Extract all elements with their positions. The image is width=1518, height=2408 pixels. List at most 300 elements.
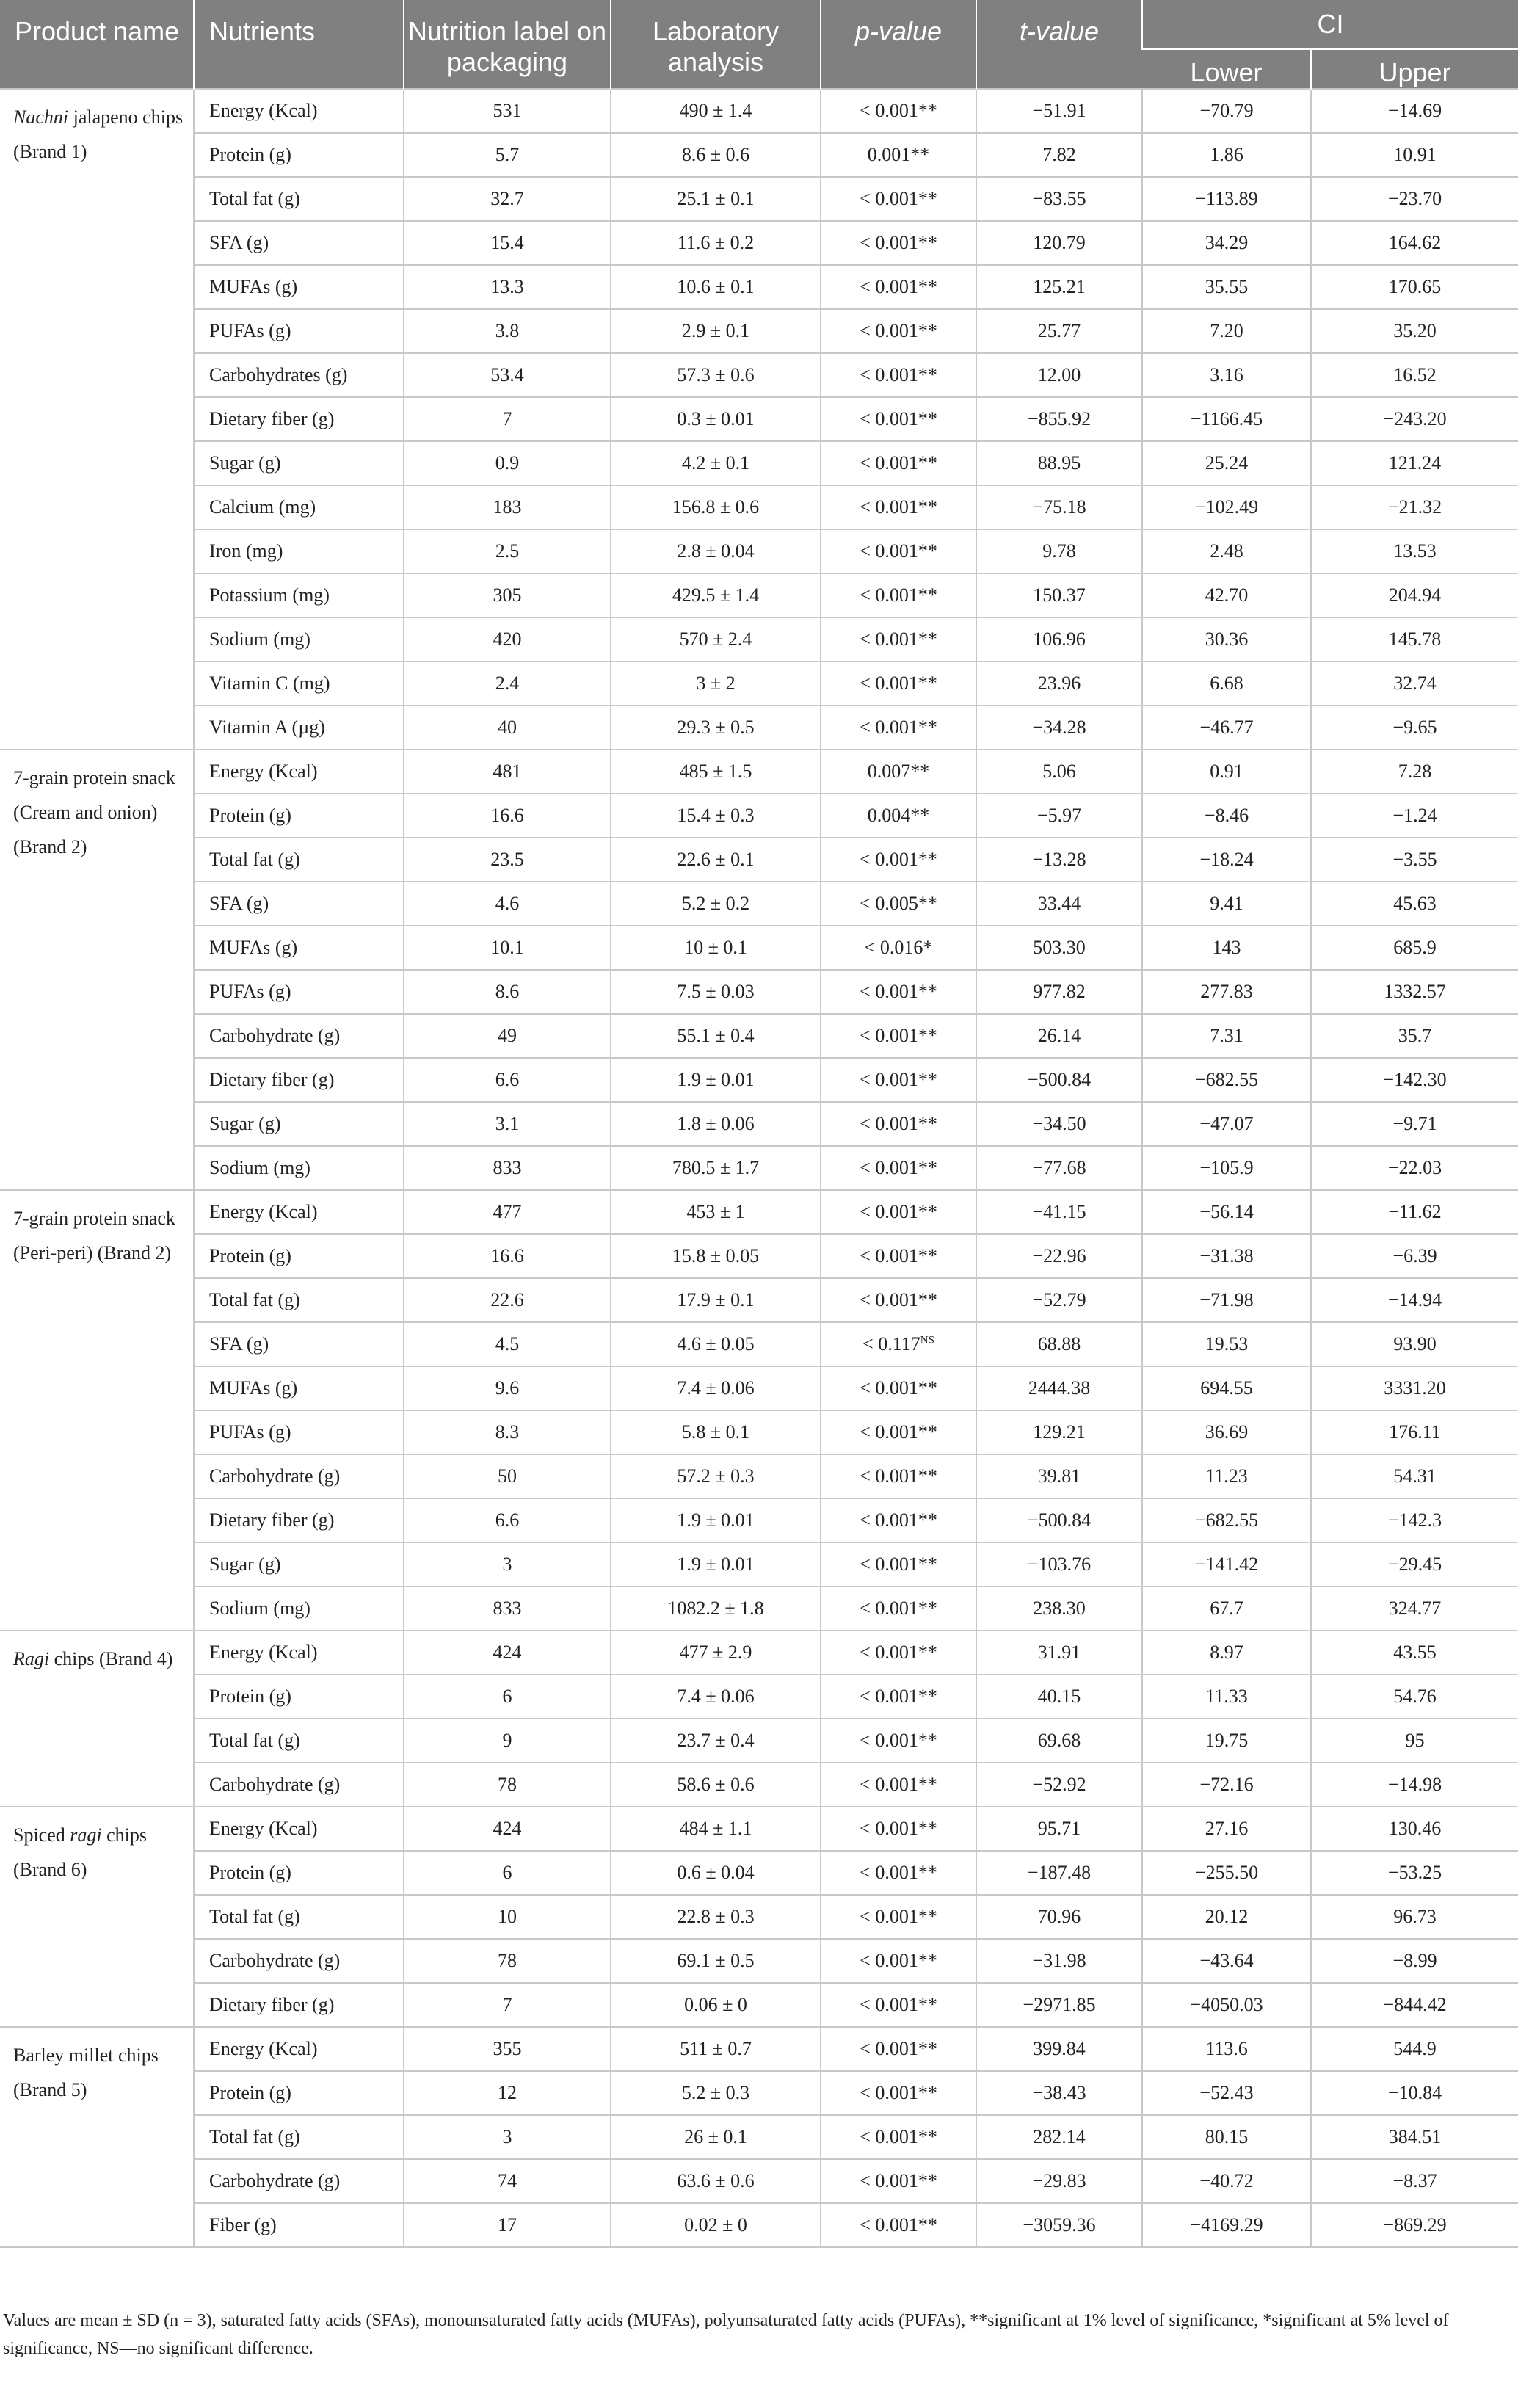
p-value-cell-text: < 0.001** <box>860 100 937 121</box>
t-value-cell <box>976 794 1142 838</box>
t-value-cell-text: 39.81 <box>1037 1465 1081 1487</box>
p-value-cell-text: < 0.001** <box>860 1289 937 1310</box>
label-value-cell-text: 3.8 <box>495 320 520 341</box>
header-laboratory-analysis: Laboratory analysis <box>611 0 821 89</box>
t-value-cell <box>976 1410 1142 1454</box>
table-body <box>0 89 1518 2247</box>
ci-lower-cell <box>1142 221 1311 265</box>
ci-lower-cell <box>1142 1102 1311 1146</box>
ci-lower-cell <box>1142 1454 1311 1498</box>
nutrient-cell <box>194 529 404 573</box>
p-value-cell-text: < 0.001** <box>860 232 937 253</box>
ci-lower-cell <box>1142 1586 1311 1631</box>
lab-value-cell-text: 1.9 ± 0.01 <box>677 1553 755 1575</box>
nutrient-cell <box>194 1983 404 2027</box>
lab-value-cell-text: 11.6 ± 0.2 <box>677 232 755 253</box>
ci-upper-cell-text: −844.42 <box>1383 1994 1447 2015</box>
table-row <box>0 970 1518 1014</box>
table-row <box>0 1498 1518 1542</box>
label-value-cell <box>404 1322 611 1366</box>
label-value-cell <box>404 1586 611 1631</box>
table-row <box>0 573 1518 617</box>
lab-value-cell-text: 4.6 ± 0.05 <box>677 1333 755 1354</box>
t-value-cell-text: 68.88 <box>1037 1333 1081 1354</box>
nutrient-cell-text: Energy (Kcal) <box>209 1642 318 1663</box>
nutrient-cell-text: Total fat (g) <box>209 1906 300 1927</box>
label-value-cell <box>404 2159 611 2203</box>
label-value-cell <box>404 353 611 397</box>
label-value-cell <box>404 970 611 1014</box>
lab-value-cell <box>611 882 821 926</box>
t-value-cell-text: −187.48 <box>1027 1862 1092 1883</box>
p-value-cell-text: < 0.001** <box>860 628 937 650</box>
t-value-cell <box>976 2027 1142 2071</box>
t-value-cell-text: −52.92 <box>1032 1774 1086 1795</box>
label-value-cell <box>404 1058 611 1102</box>
lab-value-cell <box>611 485 821 529</box>
p-value-cell-text: < 0.001** <box>860 2170 937 2191</box>
ci-lower-cell <box>1142 1542 1311 1586</box>
ci-lower-cell-text: 8.97 <box>1210 1642 1243 1663</box>
lab-value-cell-text: 57.2 ± 0.3 <box>677 1465 755 1487</box>
t-value-cell-text: 70.96 <box>1037 1906 1081 1927</box>
label-value-cell-text: 833 <box>493 1598 522 1619</box>
label-value-cell <box>404 309 611 353</box>
ci-lower-cell <box>1142 750 1311 794</box>
t-value-cell-text: 977.82 <box>1033 981 1086 1002</box>
lab-value-cell-text: 23.7 ± 0.4 <box>677 1730 755 1751</box>
ci-lower-cell-text: −682.55 <box>1194 1069 1259 1090</box>
label-value-cell <box>404 1763 611 1807</box>
t-value-cell-text: 33.44 <box>1037 893 1081 914</box>
nutrient-cell <box>194 441 404 485</box>
p-value-cell <box>821 1895 976 1939</box>
label-value-cell-text: 17 <box>498 2214 517 2235</box>
p-value-cell-text: < 0.001** <box>860 1465 937 1487</box>
lab-value-cell <box>611 706 821 750</box>
table-row <box>0 1234 1518 1278</box>
ci-upper-cell-text: −8.37 <box>1392 2170 1437 2191</box>
p-value-cell-text: < 0.001** <box>860 1509 937 1531</box>
p-value-cell <box>821 1454 976 1498</box>
ci-lower-cell-text: 11.33 <box>1205 1686 1248 1707</box>
lab-value-cell-text: 0.02 ± 0 <box>684 2214 747 2235</box>
ci-upper-cell <box>1311 485 1518 529</box>
nutrient-cell-text: PUFAs (g) <box>209 981 291 1002</box>
p-value-cell <box>821 1939 976 1983</box>
ci-lower-cell-text: 143 <box>1212 937 1241 958</box>
significance-superscript: NS <box>920 1334 934 1346</box>
ci-upper-cell <box>1311 2203 1518 2247</box>
lab-value-cell <box>611 1631 821 1675</box>
t-value-cell-text: 40.15 <box>1037 1686 1081 1707</box>
lab-value-cell-text: 22.8 ± 0.3 <box>677 1906 755 1927</box>
ci-lower-cell-text: −18.24 <box>1199 849 1254 870</box>
ci-lower-cell <box>1142 794 1311 838</box>
ci-upper-cell <box>1311 177 1518 221</box>
ci-lower-cell <box>1142 882 1311 926</box>
ci-upper-cell-text: 130.46 <box>1388 1818 1442 1839</box>
ci-lower-cell <box>1142 1763 1311 1807</box>
table-row <box>0 1454 1518 1498</box>
t-value-cell <box>976 1763 1142 1807</box>
ci-lower-cell-text: 36.69 <box>1205 1421 1249 1443</box>
ci-lower-cell <box>1142 89 1311 133</box>
label-value-cell-text: 833 <box>493 1157 522 1178</box>
ci-lower-cell <box>1142 1895 1311 1939</box>
lab-value-cell <box>611 794 821 838</box>
ci-lower-cell-text: 11.23 <box>1205 1465 1248 1487</box>
lab-value-cell <box>611 265 821 309</box>
label-value-cell <box>404 706 611 750</box>
p-value-cell <box>821 882 976 926</box>
nutrient-cell-text: SFA (g) <box>209 1333 269 1354</box>
ci-lower-cell <box>1142 706 1311 750</box>
p-value-cell <box>821 221 976 265</box>
ci-upper-cell-text: 54.31 <box>1393 1465 1437 1487</box>
product-name-italic: Ragi <box>13 1648 50 1669</box>
label-value-cell-text: 6 <box>502 1686 512 1707</box>
ci-lower-cell-text: 34.29 <box>1205 232 1249 253</box>
label-value-cell-text: 9 <box>502 1730 512 1751</box>
p-value-cell <box>821 2071 976 2115</box>
lab-value-cell <box>611 750 821 794</box>
label-value-cell-text: 2.5 <box>495 540 520 562</box>
nutrient-cell-text: Protein (g) <box>209 144 291 165</box>
ci-upper-cell-text: −14.98 <box>1387 1774 1442 1795</box>
nutrient-cell-text: Sugar (g) <box>209 1553 281 1575</box>
nutrient-cell <box>194 1807 404 1851</box>
nutrient-cell <box>194 1102 404 1146</box>
lab-value-cell <box>611 838 821 882</box>
p-value-cell <box>821 2159 976 2203</box>
table-row <box>0 133 1518 177</box>
ci-upper-cell <box>1311 926 1518 970</box>
nutrient-cell-text: Carbohydrate (g) <box>209 2170 341 2191</box>
lab-value-cell-text: 2.9 ± 0.1 <box>681 320 750 341</box>
ci-lower-cell-text: −4169.29 <box>1190 2214 1263 2235</box>
p-value-cell <box>821 1322 976 1366</box>
table-row <box>0 1014 1518 1058</box>
ci-lower-cell-text: 25.24 <box>1205 452 1249 474</box>
product-name-cell <box>0 1807 194 2027</box>
p-value-cell-text: < 0.001** <box>860 1069 937 1090</box>
p-value-cell-text: < 0.001** <box>860 540 937 562</box>
ci-lower-cell-text: −113.89 <box>1195 188 1258 209</box>
nutrient-cell-text: Total fat (g) <box>209 188 300 209</box>
ci-upper-cell <box>1311 133 1518 177</box>
nutrient-cell <box>194 970 404 1014</box>
label-value-cell <box>404 794 611 838</box>
p-value-cell <box>821 353 976 397</box>
p-value-cell-text: < 0.001** <box>860 1906 937 1927</box>
lab-value-cell <box>611 1895 821 1939</box>
ci-upper-cell <box>1311 1851 1518 1895</box>
t-value-cell-text: 106.96 <box>1033 628 1086 650</box>
t-value-cell <box>976 970 1142 1014</box>
nutrient-cell-text: Protein (g) <box>209 1862 291 1883</box>
label-value-cell <box>404 617 611 661</box>
ci-upper-cell <box>1311 1675 1518 1719</box>
ci-lower-cell-text: −70.79 <box>1199 100 1254 121</box>
ci-upper-cell <box>1311 1146 1518 1190</box>
label-value-cell-text: 16.6 <box>490 805 524 826</box>
ci-upper-cell-text: 96.73 <box>1393 1906 1437 1927</box>
label-value-cell <box>404 441 611 485</box>
ci-upper-cell <box>1311 1631 1518 1675</box>
label-value-cell <box>404 1234 611 1278</box>
t-value-cell <box>976 838 1142 882</box>
ci-upper-cell-text: −6.39 <box>1392 1245 1437 1266</box>
lab-value-cell-text: 0.6 ± 0.04 <box>677 1862 755 1883</box>
nutrient-cell-text: MUFAs (g) <box>209 937 298 958</box>
ci-upper-cell <box>1311 309 1518 353</box>
label-value-cell <box>404 265 611 309</box>
ci-upper-cell <box>1311 1983 1518 2027</box>
ci-upper-cell <box>1311 706 1518 750</box>
label-value-cell <box>404 485 611 529</box>
ci-lower-cell-text: 30.36 <box>1205 628 1249 650</box>
table-row <box>0 661 1518 706</box>
table-footnote: Values are mean ± SD (n = 3), saturated fatty acids (SFAs), monounsaturated fatty acids (MUFAs), polyunsaturated fatty acids (PUFAs), **significant at 1% level of significance, *significant at 5% level of significance, NS—no significant difference. <box>3 2311 1449 2358</box>
label-value-cell-text: 50 <box>498 1465 517 1487</box>
ci-upper-cell-text: 3331.20 <box>1384 1377 1446 1399</box>
table-row <box>0 1322 1518 1366</box>
lab-value-cell-text: 8.6 ± 0.6 <box>681 144 750 165</box>
lab-value-cell <box>611 1763 821 1807</box>
t-value-cell <box>976 1719 1142 1763</box>
t-value-cell-text: 23.96 <box>1037 672 1081 694</box>
lab-value-cell <box>611 1102 821 1146</box>
label-value-cell <box>404 1102 611 1146</box>
t-value-cell-text: 282.14 <box>1033 2126 1086 2147</box>
nutrient-cell <box>194 1675 404 1719</box>
ci-upper-cell-text: 13.53 <box>1393 540 1437 562</box>
p-value-cell-text: < 0.001** <box>860 2082 937 2103</box>
table-row <box>0 1631 1518 1675</box>
t-value-cell <box>976 441 1142 485</box>
t-value-cell-text: −77.68 <box>1032 1157 1086 1178</box>
nutrient-cell-text: Protein (g) <box>209 1245 291 1266</box>
ci-lower-cell <box>1142 485 1311 529</box>
nutrient-cell-text: Energy (Kcal) <box>209 761 318 782</box>
nutrient-cell-text: Protein (g) <box>209 2082 291 2103</box>
ci-lower-cell-text: 0.91 <box>1210 761 1243 782</box>
nutrient-cell-text: Energy (Kcal) <box>209 100 318 121</box>
lab-value-cell <box>611 573 821 617</box>
nutrient-cell <box>194 2159 404 2203</box>
t-value-cell-text: 26.14 <box>1037 1025 1081 1046</box>
table-row <box>0 1146 1518 1190</box>
ci-upper-cell-text: −9.65 <box>1392 717 1437 738</box>
t-value-cell <box>976 177 1142 221</box>
t-value-cell-text: 120.79 <box>1033 232 1086 253</box>
t-value-cell <box>976 661 1142 706</box>
p-value-cell-text: < 0.001** <box>860 1730 937 1751</box>
product-name-text: jalapeno chips (Brand 1) <box>13 106 184 162</box>
lab-value-cell-text: 2.8 ± 0.04 <box>677 540 755 562</box>
t-value-cell-text: 399.84 <box>1033 2038 1086 2059</box>
p-value-cell-text: < 0.001** <box>860 2214 937 2235</box>
lab-value-cell-text: 10.6 ± 0.1 <box>677 276 755 297</box>
label-value-cell-text: 7 <box>502 408 512 429</box>
nutrient-cell-text: Carbohydrate (g) <box>209 1465 341 1487</box>
lab-value-cell-text: 15.8 ± 0.05 <box>672 1245 760 1266</box>
lab-value-cell-text: 0.06 ± 0 <box>684 1994 747 2015</box>
ci-lower-cell-text: −46.77 <box>1199 717 1254 738</box>
nutrient-cell <box>194 397 404 441</box>
nutrient-cell <box>194 1190 404 1234</box>
ci-upper-cell <box>1311 1102 1518 1146</box>
table-row <box>0 2159 1518 2203</box>
nutrient-cell <box>194 89 404 133</box>
lab-value-cell <box>611 1278 821 1322</box>
t-value-cell <box>976 133 1142 177</box>
table-row <box>0 750 1518 794</box>
ci-upper-cell-text: 35.7 <box>1398 1025 1432 1046</box>
t-value-cell-text: −83.55 <box>1032 188 1086 209</box>
header-nutrition-label: Nutrition label on packaging <box>404 0 611 89</box>
t-value-cell-text: 69.68 <box>1037 1730 1081 1751</box>
ci-lower-cell <box>1142 661 1311 706</box>
t-value-cell <box>976 1895 1142 1939</box>
ci-upper-cell <box>1311 221 1518 265</box>
t-value-cell-text: 12.00 <box>1037 364 1081 385</box>
ci-upper-cell-text: −8.99 <box>1392 1950 1437 1971</box>
product-name-text: chips (Brand 4) <box>49 1648 173 1669</box>
p-value-cell <box>821 1234 976 1278</box>
ci-lower-cell <box>1142 1675 1311 1719</box>
ci-upper-cell <box>1311 617 1518 661</box>
nutrient-cell <box>194 1410 404 1454</box>
lab-value-cell-text: 780.5 ± 1.7 <box>672 1157 760 1178</box>
label-value-cell-text: 531 <box>493 100 522 121</box>
ci-lower-cell-text: −255.50 <box>1194 1862 1259 1883</box>
t-value-cell <box>976 706 1142 750</box>
table-row <box>0 882 1518 926</box>
p-value-cell-text: < 0.001** <box>860 1157 937 1178</box>
table-row <box>0 2115 1518 2159</box>
ci-upper-cell-text: 93.90 <box>1393 1333 1437 1354</box>
lab-value-cell <box>611 1190 821 1234</box>
ci-upper-cell-text: 54.76 <box>1393 1686 1437 1707</box>
nutrient-cell-text: Energy (Kcal) <box>209 2038 318 2059</box>
ci-upper-cell <box>1311 970 1518 1014</box>
nutrient-cell-text: Vitamin A (µg) <box>209 717 325 738</box>
nutrient-cell <box>194 1763 404 1807</box>
nutrient-cell-text: Sugar (g) <box>209 452 281 474</box>
lab-value-cell-text: 17.9 ± 0.1 <box>677 1289 755 1310</box>
nutrient-cell <box>194 2203 404 2247</box>
ci-upper-cell <box>1311 2159 1518 2203</box>
table-row <box>0 1586 1518 1631</box>
ci-upper-cell <box>1311 794 1518 838</box>
ci-lower-cell-text: 6.68 <box>1210 672 1243 694</box>
nutrient-cell <box>194 1719 404 1763</box>
table-row <box>0 1675 1518 1719</box>
label-value-cell-text: 420 <box>493 628 522 650</box>
table-header <box>0 0 1518 89</box>
label-value-cell <box>404 1983 611 2027</box>
t-value-cell <box>976 1014 1142 1058</box>
t-value-cell <box>976 1278 1142 1322</box>
lab-value-cell <box>611 2071 821 2115</box>
t-value-cell <box>976 1631 1142 1675</box>
table-row <box>0 1542 1518 1586</box>
ci-upper-cell-text: −22.03 <box>1387 1157 1442 1178</box>
nutrient-cell <box>194 573 404 617</box>
ci-lower-cell-text: −47.07 <box>1199 1113 1254 1134</box>
header-product-name: Product name <box>0 0 194 89</box>
t-value-cell <box>976 309 1142 353</box>
label-value-cell <box>404 926 611 970</box>
lab-value-cell <box>611 661 821 706</box>
label-value-cell <box>404 573 611 617</box>
label-value-cell-text: 9.6 <box>495 1377 520 1399</box>
p-value-cell <box>821 661 976 706</box>
t-value-cell <box>976 1102 1142 1146</box>
ci-upper-cell-text: −142.3 <box>1387 1509 1442 1531</box>
p-value-cell-text: < 0.001** <box>860 717 937 738</box>
product-name-text: Spiced <box>13 1824 70 1846</box>
t-value-cell <box>976 529 1142 573</box>
label-value-cell-text: 22.6 <box>490 1289 524 1310</box>
ci-upper-cell <box>1311 1763 1518 1807</box>
p-value-cell-text: < 0.001** <box>860 276 937 297</box>
ci-lower-cell-text: 80.15 <box>1205 2126 1249 2147</box>
lab-value-cell-text: 58.6 ± 0.6 <box>677 1774 755 1795</box>
label-value-cell-text: 7 <box>502 1994 512 2015</box>
label-value-cell-text: 355 <box>493 2038 522 2059</box>
label-value-cell <box>404 838 611 882</box>
lab-value-cell-text: 1082.2 ± 1.8 <box>667 1598 764 1619</box>
ci-upper-cell-text: 32.74 <box>1393 672 1437 694</box>
nutrient-cell-text: Total fat (g) <box>209 1730 300 1751</box>
nutrient-cell-text: Total fat (g) <box>209 849 300 870</box>
p-value-cell <box>821 1807 976 1851</box>
label-value-cell <box>404 1366 611 1410</box>
ci-upper-cell-text: 685.9 <box>1393 937 1437 958</box>
label-value-cell-text: 10.1 <box>490 937 524 958</box>
label-value-cell <box>404 1807 611 1851</box>
t-value-cell-text: −22.96 <box>1032 1245 1086 1266</box>
table-row <box>0 1763 1518 1807</box>
p-value-cell-text: < 0.001** <box>860 1025 937 1046</box>
ci-upper-cell <box>1311 1058 1518 1102</box>
lab-value-cell-text: 55.1 ± 0.4 <box>677 1025 755 1046</box>
ci-lower-cell <box>1142 1410 1311 1454</box>
ci-upper-cell <box>1311 1410 1518 1454</box>
ci-upper-cell <box>1311 529 1518 573</box>
lab-value-cell-text: 3 ± 2 <box>696 672 736 694</box>
label-value-cell <box>404 1675 611 1719</box>
p-value-cell <box>821 1851 976 1895</box>
p-value-cell-text: < 0.001** <box>860 1201 937 1222</box>
lab-value-cell-text: 57.3 ± 0.6 <box>677 364 755 385</box>
ci-upper-cell-text: −14.69 <box>1387 100 1442 121</box>
p-value-cell-text: 0.001** <box>867 144 930 165</box>
lab-value-cell-text: 5.8 ± 0.1 <box>681 1421 750 1443</box>
p-value-cell-text: < 0.001** <box>860 364 937 385</box>
t-value-cell-text: −51.91 <box>1032 100 1086 121</box>
nutrient-cell-text: Total fat (g) <box>209 2126 300 2147</box>
ci-lower-cell-text: −682.55 <box>1194 1509 1259 1531</box>
ci-upper-cell <box>1311 1542 1518 1586</box>
ci-upper-cell <box>1311 2071 1518 2115</box>
t-value-cell-text: −855.92 <box>1027 408 1092 429</box>
p-value-cell-text: < 0.001** <box>860 1774 937 1795</box>
t-value-cell <box>976 353 1142 397</box>
